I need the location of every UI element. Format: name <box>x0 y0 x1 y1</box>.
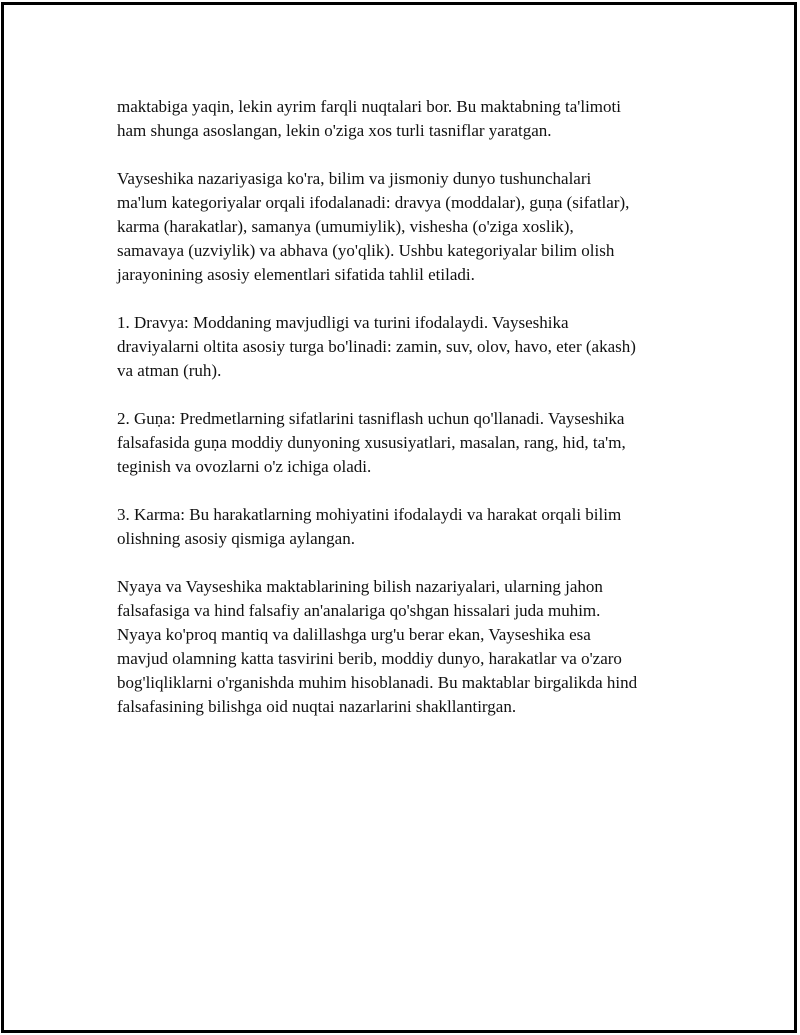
paragraph-line: 1. Dravya: Moddaning mavjudligi va turini ifodalaydi. Vayseshika <box>117 313 569 332</box>
paragraph-line: 2. Guṇa: Predmetlarning sifatlarini tasniflash uchun qo'llanadi. Vayseshika <box>117 409 625 428</box>
paragraph-dravya <box>117 311 707 383</box>
paragraph-line: 3. Karma: Bu harakatlarning mohiyatini ifodalaydi va harakat orqali bilim <box>117 505 622 524</box>
paragraph-line: Nyaya va Vayseshika maktablarining bilish nazariyalari, ularning jahon <box>117 577 603 596</box>
paragraph-intro <box>117 95 707 143</box>
paragraph-line: falsafasiga va hind falsafiy an'analariga qo'shgan hissalari juda muhim. <box>117 601 601 620</box>
paragraph-conclusion <box>117 575 707 719</box>
paragraph-line: bog'liqliklarni o'rganishda muhim hisoblanadi. Bu maktablar birgalikda hind <box>117 673 638 692</box>
paragraph-karma <box>117 503 707 551</box>
document-body <box>117 95 707 743</box>
paragraph-line: Vayseshika nazariyasiga ko'ra, bilim va jismoniy dunyo tushunchalari <box>117 169 592 188</box>
paragraph-line: mavjud olamning katta tasvirini berib, moddiy dunyo, harakatlar va o'zaro <box>117 649 622 668</box>
paragraph-line: draviyalarni oltita asosiy turga bo'linadi: zamin, suv, olov, havo, eter (akash) <box>117 337 636 356</box>
paragraph-line: teginish va ovozlarni o'z ichiga oladi. <box>117 457 372 476</box>
paragraph-line: samavaya (uzviylik) va abhava (yo'qlik). Ushbu kategoriyalar bilim olish <box>117 241 615 260</box>
paragraph-line: ma'lum kategoriyalar orqali ifodalanadi: dravya (moddalar), guṇa (sifatlar), <box>117 193 630 212</box>
paragraph-line: ham shunga asoslangan, lekin o'ziga xos turli tasniflar yaratgan. <box>117 121 552 140</box>
paragraph-line: maktabiga yaqin, lekin ayrim farqli nuqtalari bor. Bu maktabning ta'limoti <box>117 97 621 116</box>
paragraph-line: falsafasida guṇa moddiy dunyoning xususiyatlari, masalan, rang, hid, ta'm, <box>117 433 626 452</box>
paragraph-line: olishning asosiy qismiga aylangan. <box>117 529 355 548</box>
paragraph-guna <box>117 407 707 479</box>
paragraph-line: jarayonining asosiy elementlari sifatida tahlil etiladi. <box>117 265 475 284</box>
paragraph-line: falsafasining bilishga oid nuqtai nazarlarini shakllantirgan. <box>117 697 517 716</box>
paragraph-line: va atman (ruh). <box>117 361 222 380</box>
paragraph-line: Nyaya ko'proq mantiq va dalillashga urg'u berar ekan, Vayseshika esa <box>117 625 591 644</box>
paragraph-vayseshika-categories <box>117 167 707 287</box>
paragraph-line: karma (harakatlar), samanya (umumiylik), vishesha (o'ziga xoslik), <box>117 217 574 236</box>
